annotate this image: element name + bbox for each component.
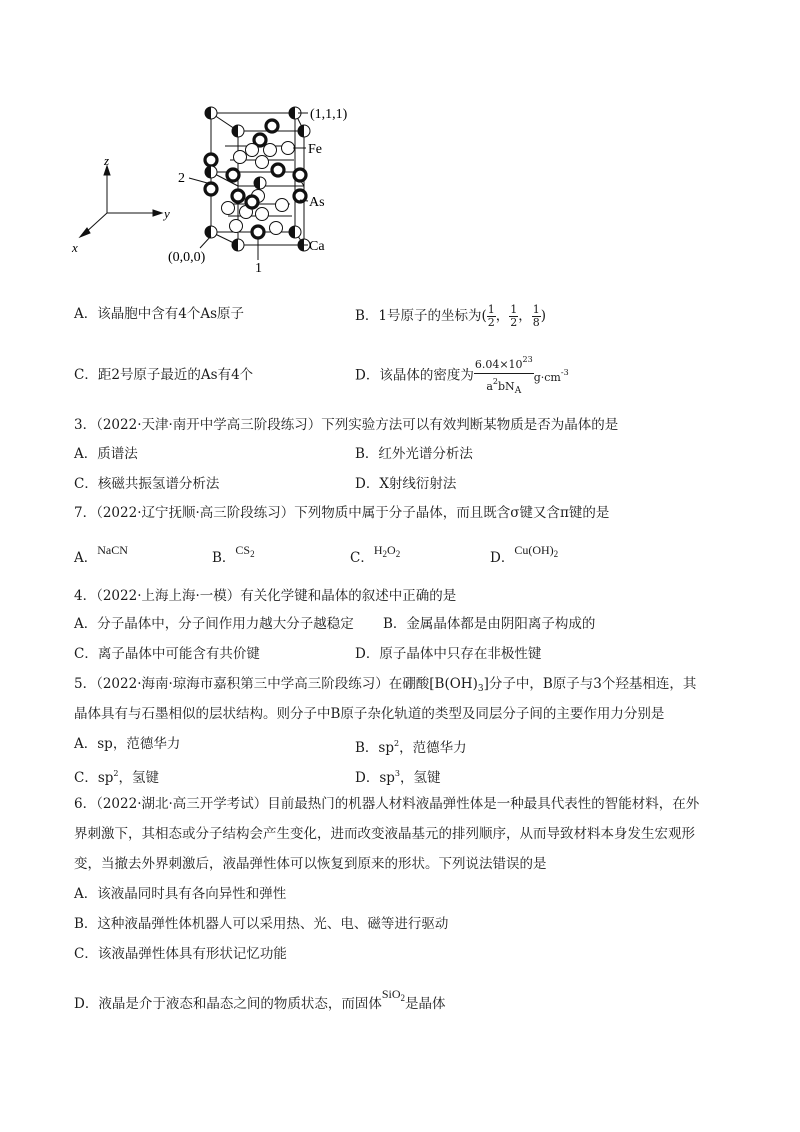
- formula-sub: 2: [250, 549, 255, 559]
- formula-h2o2: [374, 543, 400, 557]
- q7-stem: 7．（2022·辽宁抚顺·高三阶段练习）下列物质中属于分子晶体，而且既含σ键又含π键的是: [74, 505, 610, 521]
- opt-post: 是晶体: [405, 996, 446, 1012]
- q6-stem-line3: 变，当撤去外界刺激后，液晶弹性体可以恢复到原来的形状。下列说法错误的是: [74, 856, 547, 872]
- density-unit: [533, 368, 569, 384]
- frac-den: 2: [510, 316, 518, 329]
- label-origin: (0,0,0): [168, 250, 206, 265]
- option-label: B．: [212, 550, 236, 566]
- opt-post: ，氢键: [400, 770, 441, 786]
- label-atom2: 2: [178, 171, 185, 186]
- den-exp: 2: [492, 377, 499, 386]
- label-corner-111: (1,1,1): [310, 107, 348, 122]
- density-fraction: [474, 352, 534, 399]
- label-fe: Fe: [308, 142, 322, 157]
- q6-stem-line2: 界刺激下，其相态或分子结构会产生变化，进而改变液晶基元的排列顺序，从而导致材料本身发生宏观形: [74, 826, 695, 842]
- axes: [80, 166, 162, 237]
- option-label: D．: [490, 550, 515, 566]
- stem-part: ]分子中，B原子与3个羟基相连，其: [483, 676, 697, 692]
- q5-stem-line1: [74, 674, 696, 699]
- opt-sup: 2: [113, 769, 119, 778]
- q6-option-b: B．这种液晶弹性体机器人可以采用热、光、电、磁等进行驱动: [74, 916, 449, 932]
- q6-option-a: A．该液晶同时具有各向异性和弹性: [74, 886, 287, 902]
- stem-part: 5．（2022·海南·琼海市嘉积第三中学高三阶段练习）在硼酸[B(OH): [74, 676, 478, 692]
- q4-option-a: A．分子晶体中，分子间作用力越大分子越稳定: [74, 616, 354, 632]
- prev-option-a: A．该晶胞中含有4个As原子: [74, 306, 245, 322]
- close-paren: ): [540, 308, 547, 324]
- q6-option-d: [74, 984, 446, 1014]
- den-a: a: [486, 380, 493, 393]
- opt-post: ，氢键: [118, 770, 159, 786]
- formula-cs2: [235, 543, 254, 557]
- formula-nacn: NaCN: [97, 543, 128, 557]
- prev-option-d: [355, 352, 569, 399]
- fraction-half-2: [509, 304, 518, 329]
- fraction-half-1: [487, 304, 496, 329]
- q3-option-a: A．质谱法: [74, 446, 138, 462]
- q5-option-c: [74, 764, 159, 788]
- den-b: bN: [498, 380, 515, 393]
- comma: ，: [495, 308, 510, 324]
- label-atom1: 1: [255, 261, 262, 276]
- formula-h: H: [373, 543, 383, 557]
- formula-base: CS: [235, 543, 251, 557]
- density-numerator: [474, 352, 534, 374]
- opt-pre: D．液晶是介于液态和晶态之间的物质状态，而固体: [74, 996, 382, 1012]
- fraction-eighth: [532, 304, 541, 329]
- prev-option-c: C．距2号原子最近的As有4个: [74, 367, 254, 383]
- axis-z-label: z: [104, 153, 110, 168]
- unit-exp: -3: [560, 368, 569, 377]
- formula-o: O: [387, 543, 396, 557]
- axis-x-label: x: [72, 240, 78, 255]
- density-denominator: [474, 374, 534, 399]
- formula-base: SiO: [381, 987, 401, 1001]
- frac-num: 1: [510, 303, 518, 316]
- option-label: A．: [74, 550, 98, 566]
- num-base: 6.04×10: [474, 358, 523, 371]
- formula-sub: 2: [395, 549, 401, 559]
- frac-den: 2: [487, 316, 495, 329]
- opt-sup: 2: [394, 739, 400, 748]
- prev-option-d-prefix: D．该晶体的密度为: [355, 367, 474, 384]
- q7-option-d: [490, 540, 558, 568]
- frac-num: 1: [532, 303, 540, 316]
- q4-option-d: D．原子晶体中只存在非极性键: [355, 646, 542, 662]
- formula-sub: 2: [382, 549, 388, 559]
- q4-option-b: B．金属晶体都是由阴阳离子构成的: [383, 616, 596, 632]
- unit-base: g·cm: [533, 371, 561, 384]
- q5-option-b: [355, 734, 467, 758]
- q6-option-c: C．该液晶弹性体具有形状记忆功能: [74, 946, 287, 962]
- q6-stem-line1: 6．（2022·湖北·高三开学考试）目前最热门的机器人材料液晶弹性体是一种最具代表性的智能材料，在外: [74, 796, 700, 812]
- q3-stem: 3．（2022·天津·南开中学高三阶段练习）下列实验方法可以有效判断某物质是否为晶体的是: [74, 417, 619, 433]
- prev-option-b-prefix: B．1号原子的坐标为(: [355, 308, 487, 324]
- q3-option-c: C．核磁共振氢谱分析法: [74, 476, 220, 492]
- label-as: As: [309, 195, 325, 210]
- q7-option-c: [350, 540, 400, 568]
- axis-y-label: y: [164, 206, 170, 221]
- prev-option-b: [355, 304, 546, 329]
- q7-option-a: [74, 540, 128, 568]
- crystal-cell-figure: [0, 0, 800, 300]
- stem-sub: 3: [477, 684, 484, 694]
- atoms: [205, 107, 310, 251]
- q3-option-b: B．红外光谱分析法: [355, 446, 473, 462]
- formula-base: Cu(OH): [514, 543, 554, 557]
- q5-stem-line2: 晶体具有与石墨相似的层状结构。则分子中B原子杂化轨道的类型及同层分子间的主要作用力分别是: [74, 706, 665, 722]
- formula-cuoh2: [514, 543, 558, 557]
- opt-pre: C．sp: [74, 770, 114, 786]
- formula-sio2: [382, 987, 405, 1001]
- formula-sub: 2: [400, 993, 406, 1003]
- num-exp: 23: [522, 355, 533, 364]
- q7-option-b: [212, 540, 255, 568]
- q5-option-a: A．sp，范德华力: [74, 736, 181, 752]
- opt-pre: D．sp: [355, 770, 395, 786]
- den-sub: A: [514, 386, 522, 396]
- opt-post: ，范德华力: [399, 740, 467, 756]
- q3-option-d: D．X射线衍射法: [355, 476, 457, 492]
- option-label: C．: [350, 550, 374, 566]
- q5-option-d: [355, 764, 441, 788]
- q4-option-c: C．离子晶体中可能含有共价键: [74, 646, 260, 662]
- label-ca: Ca: [309, 239, 325, 254]
- q4-stem: 4．（2022·上海上海·一模）有关化学键和晶体的叙述中正确的是: [74, 588, 457, 604]
- frac-den: 8: [532, 316, 540, 329]
- opt-pre: B．sp: [355, 740, 394, 756]
- formula-sub: 2: [553, 549, 559, 559]
- comma: ，: [518, 308, 532, 324]
- frac-num: 1: [487, 303, 495, 316]
- opt-sup: 3: [394, 769, 400, 778]
